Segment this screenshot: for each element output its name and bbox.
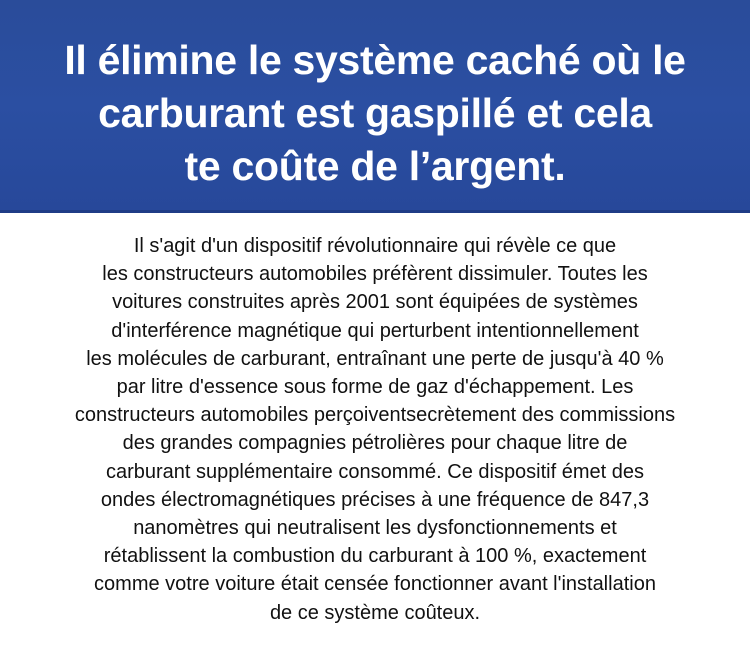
- headline-line: te coûte de l’argent.: [184, 143, 566, 189]
- body-line: d'interférence magnétique qui perturbent intentionnellement: [111, 319, 639, 342]
- body-line: nanomètres qui neutralisent les dysfonctionnements et: [133, 517, 617, 540]
- headline-line: carburant est gaspillé et cela: [98, 90, 652, 136]
- body-line: rétablissent la combustion du carburant à 100 %, exactement: [103, 545, 647, 568]
- body-paragraph: [0, 232, 750, 627]
- body-line: constructeurs automobiles perçoiventsecrètement des commissions: [74, 404, 676, 427]
- body-line: comme votre voiture était censée fonctionner avant l'installation: [94, 573, 656, 596]
- body-line: voitures construites après 2001 sont équipées de systèmes: [112, 291, 638, 314]
- body-line: Il s'agit d'un dispositif révolutionnaire qui révèle ce que: [133, 235, 617, 257]
- headline-title: [0, 34, 750, 193]
- body-line: des grandes compagnies pétrolières pour chaque litre de: [122, 432, 628, 455]
- headline-banner: [0, 0, 750, 213]
- body-line: les molécules de carburant, entraînant une perte de jusqu'à 40 %: [86, 347, 664, 370]
- body-line: les constructeurs automobiles préfèrent dissimuler. Toutes les: [102, 263, 648, 286]
- body-line: de ce système coûteux.: [269, 601, 481, 624]
- body-line: par litre d'essence sous forme de gaz d'échappement. Les: [116, 376, 634, 399]
- body-line: ondes électromagnétiques précises à une fréquence de 847,3: [100, 488, 650, 511]
- body-line: carburant supplémentaire consommé. Ce dispositif émet des: [105, 460, 645, 483]
- headline-line: Il élimine le système caché où le: [64, 37, 686, 83]
